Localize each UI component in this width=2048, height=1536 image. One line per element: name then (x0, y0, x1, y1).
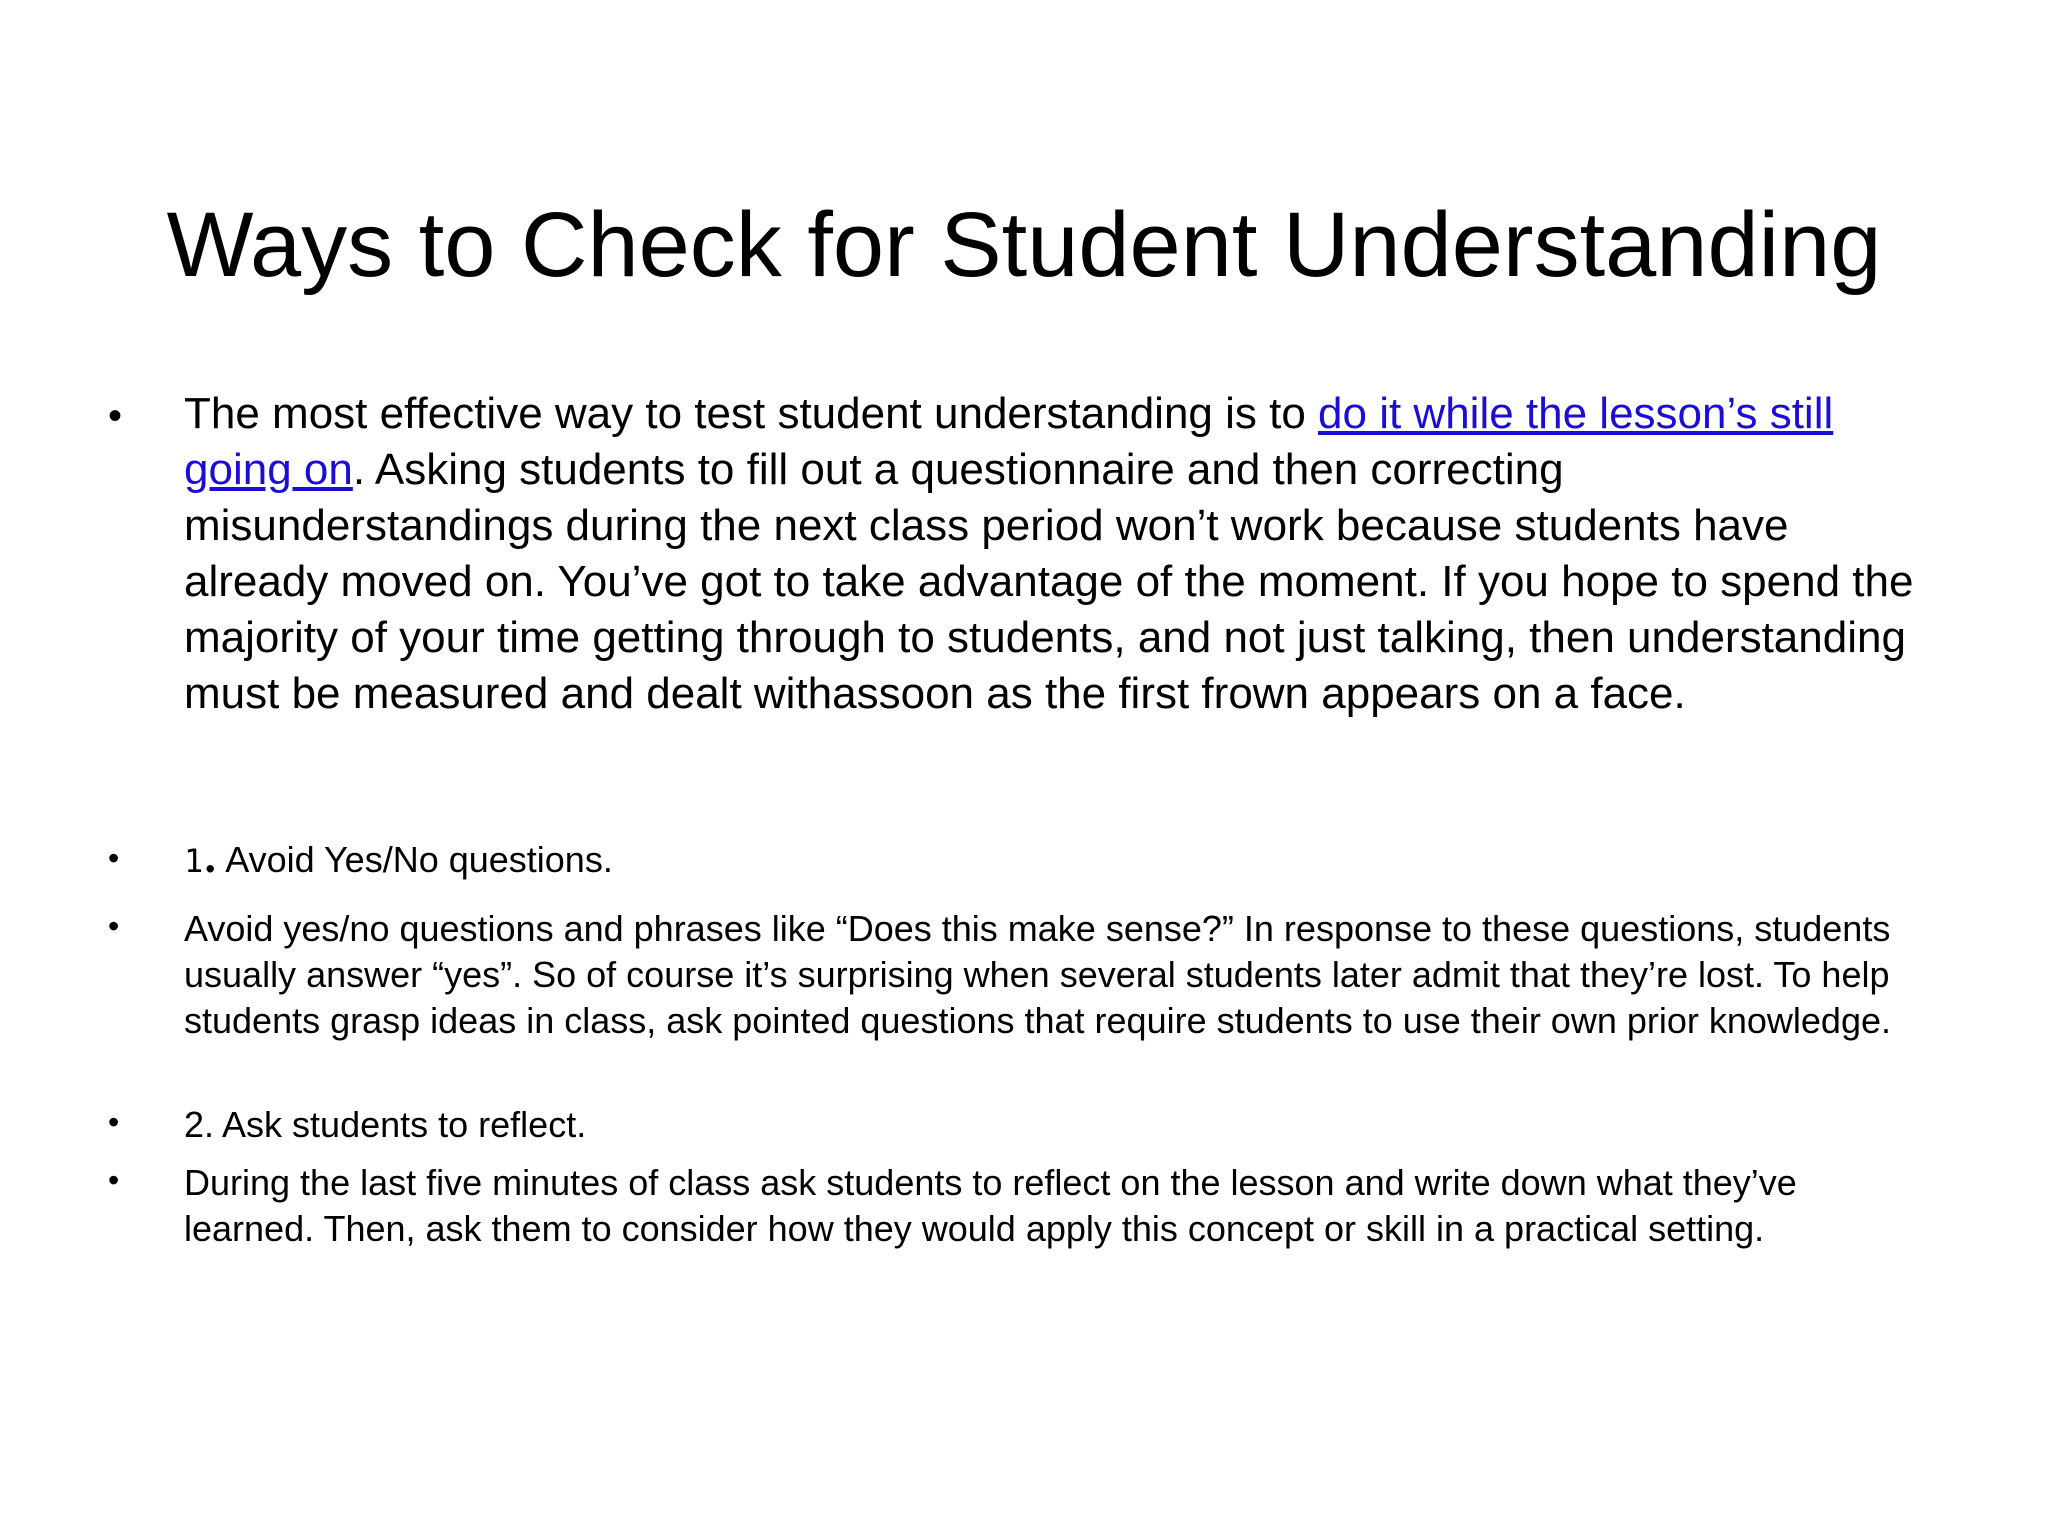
bullet-icon: • (108, 394, 123, 438)
bullet-icon: • (108, 908, 120, 944)
intro-text-before-link: The most effective way to test student understanding is to (184, 389, 1319, 438)
bullet-icon: • (108, 1162, 120, 1198)
bullet-icon: • (108, 840, 120, 876)
item1-heading-text: Avoid Yes/No questions. (217, 839, 613, 880)
item2-heading: 2. Ask students to reflect. (184, 1104, 587, 1145)
item1-dot: . (203, 835, 218, 882)
item1-heading (184, 836, 1918, 884)
item1-body: Avoid yes/no questions and phrases like “Does this make sense?” In response to these questions, students usually answer “yes”. So of course it’s surprising when several students later admit that they’re lost. To help students grasp ideas in class, ask pointed questions that require students to use their own prior knowledge. (184, 908, 1891, 1041)
intro-paragraph (184, 386, 1918, 722)
lesson-link[interactable]: do it while the lesson’s still going on (184, 389, 1834, 494)
slide-title: Ways to Check for Student Understanding (166, 194, 1882, 296)
item1-number: 1 (184, 842, 204, 880)
bullet-icon: • (108, 1104, 120, 1140)
item2-body: During the last five minutes of class ask students to reflect on the lesson and write down what they’ve learned. Then, ask them to consider how they would apply this concept or skill in a practical setting. (184, 1162, 1797, 1249)
intro-text-after-link: . Asking students to fill out a questionnaire and then correcting misunderstandings during the next class period won’t work because students have already moved on. You’ve got to take advantage of the moment. If you hope to spend the majority of your time getting through to students, and not just talking, then understanding must be measured and dealt withassoon as the first frown appears on a face. (184, 445, 1914, 718)
